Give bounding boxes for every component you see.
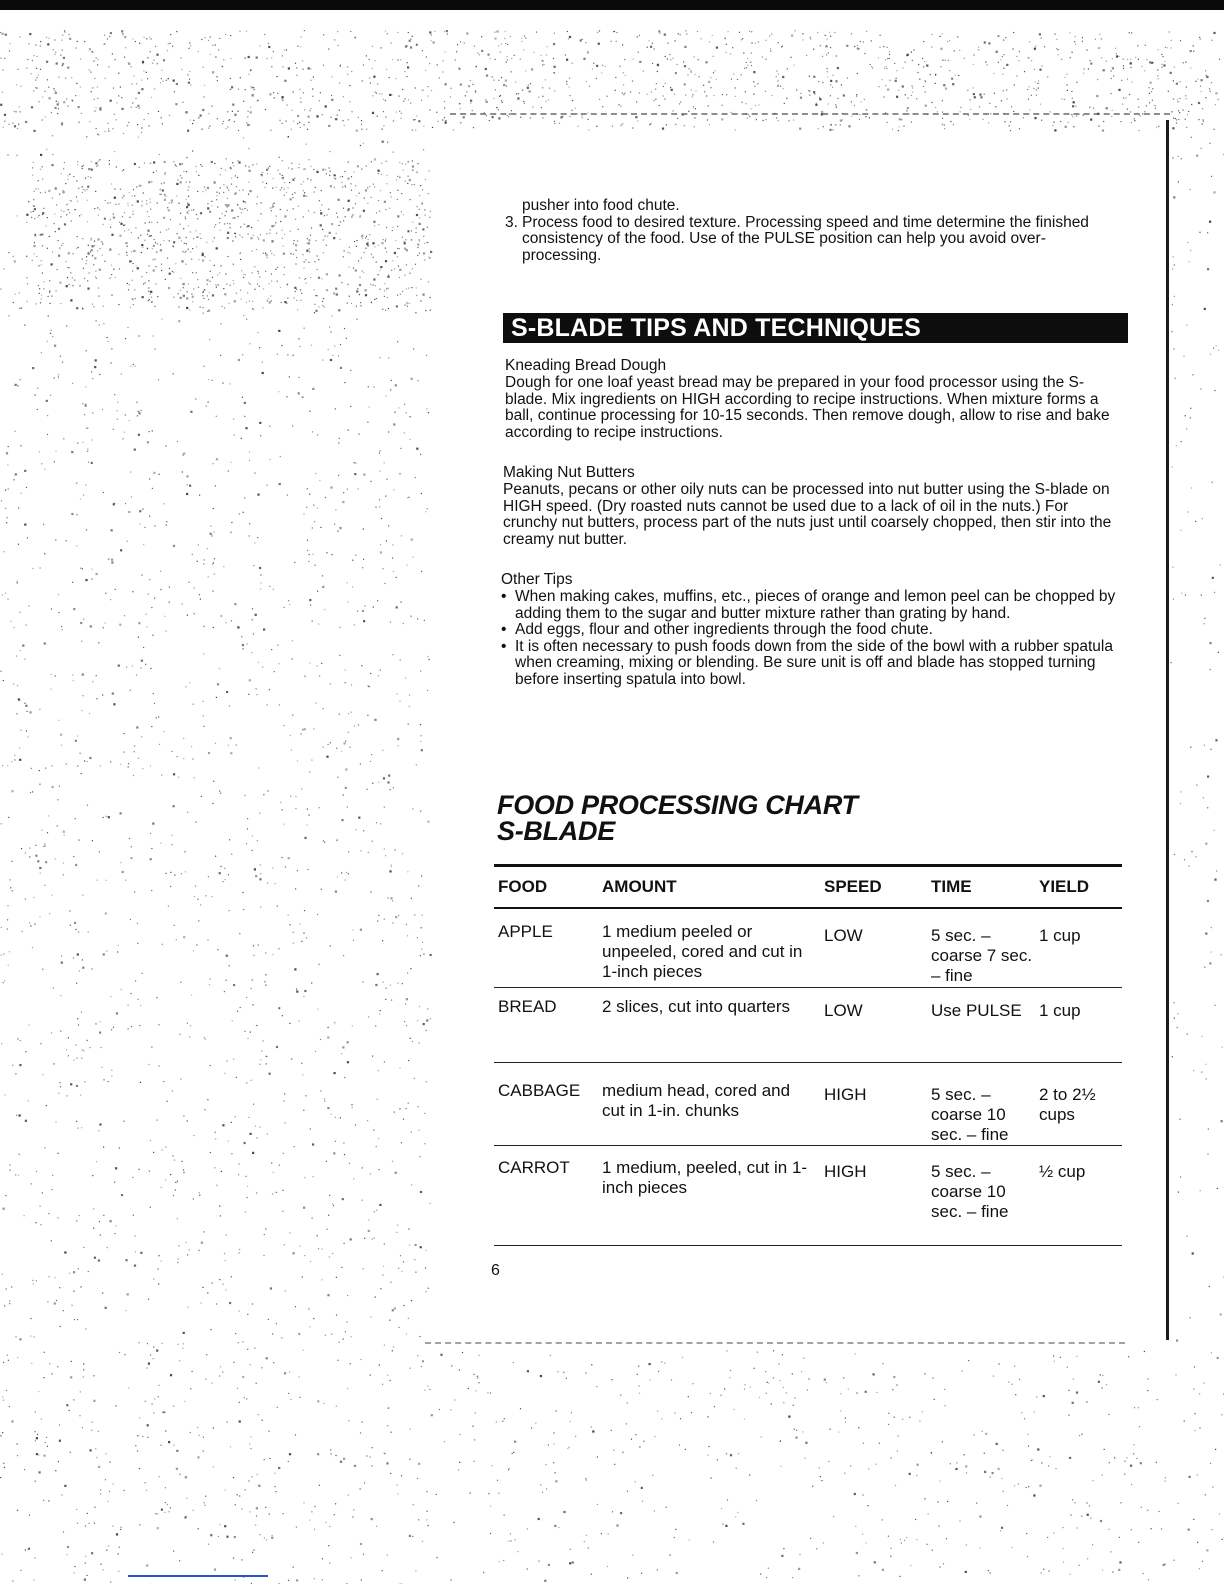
header-food: FOOD (498, 877, 548, 896)
cell-amount: 1 medium peeled or unpeeled, cored and cut in 1-inch pieces (602, 922, 803, 981)
cell-amount: 2 slices, cut into quarters (602, 997, 791, 1016)
table-row (494, 909, 1122, 988)
chart-title (497, 792, 858, 844)
page-bottom-edge-line (425, 1342, 1125, 1344)
tip-bullet: • Add eggs, flour and other ingredients through the food chute. (501, 622, 1116, 639)
cell-food: CARROT (498, 1158, 570, 1177)
header-amount: AMOUNT (602, 877, 677, 896)
food-processing-table (494, 864, 1122, 1246)
scan-artifact-line (128, 1575, 268, 1577)
header-time: TIME (931, 877, 972, 896)
tip-bullet: • It is often necessary to push foods down from the side of the bowl with a rubber spatula when creaming, mixing or blending. Be sure unit is off and blade has stopped turning before inserting spatula into bowl. (501, 639, 1116, 689)
cell-food: CABBAGE (498, 1081, 581, 1100)
table-row (494, 1146, 1122, 1246)
page-right-edge-line (1166, 120, 1169, 1340)
tip-bullet-list (501, 589, 1116, 688)
cell-yield: 1 cup (1039, 926, 1081, 945)
tip-body: Peanuts, pecans or other oily nuts can be processed into nut butter using the S-blade on HIGH speed. (Dry roasted nuts cannot be used due to a lack of oil in the nuts.) For crunchy nut butters, process part of the nuts just until coarsely chopped, then stir into the creamy nut butter. (503, 481, 1112, 548)
header-yield: YIELD (1039, 877, 1090, 896)
step-3 (505, 215, 1125, 265)
table-row (494, 988, 1122, 1063)
cell-amount: 1 medium, peeled, cut in 1-inch pieces (602, 1158, 808, 1197)
chart-title-line1: FOOD PROCESSING CHART (497, 790, 858, 820)
table-row (494, 1063, 1122, 1146)
scan-top-edge (0, 0, 1224, 10)
tip-title: Kneading Bread Dough (505, 357, 667, 374)
step-number: 3. (505, 213, 518, 231)
cell-time: Use PULSE (931, 1001, 1022, 1020)
continued-step-text: pusher into food chute. (522, 197, 680, 214)
tip-title: Making Nut Butters (503, 464, 635, 481)
cell-speed: HIGH (824, 1162, 867, 1181)
table-header-row (494, 867, 1122, 909)
page-top-edge-line (450, 113, 1170, 115)
tip-body: Dough for one loaf yeast bread may be prepared in your food processor using the S-blade. Mix ingredients on HIGH according to recipe instructions. When mixture forms a ball, continue processing for 10-15 seconds. Then remove dough, allow to rise and bake according to recipe instructions. (505, 374, 1110, 441)
cell-amount: medium head, cored and cut in 1-in. chunks (602, 1081, 791, 1120)
cell-speed: LOW (824, 1001, 863, 1020)
section-banner: S-BLADE TIPS AND TECHNIQUES (503, 313, 1128, 343)
cell-yield: 2 to 2½ cups (1039, 1085, 1096, 1124)
cell-food: BREAD (498, 997, 557, 1016)
cell-time: 5 sec. – coarse 10 sec. – fine (931, 1085, 1009, 1144)
chart-title-line2: S-BLADE (497, 816, 615, 846)
tip-bullet: • When making cakes, muffins, etc., pieces of orange and lemon peel can be chopped by adding them to the sugar and butter mixture rather than grating by hand. (501, 589, 1116, 622)
tip-other-tips (501, 571, 1116, 688)
cell-speed: HIGH (824, 1085, 867, 1104)
page-number: 6 (491, 1262, 500, 1279)
cell-time: 5 sec. – coarse 7 sec. – fine (931, 926, 1033, 985)
tip-title: Other Tips (501, 571, 573, 588)
step-text: Process food to desired texture. Processing speed and time determine the finished consistency of the food. Use of the PULSE position can help you avoid over-processing. (522, 213, 1089, 264)
tip-making-nut-butters (503, 464, 1118, 548)
cell-yield: ½ cup (1039, 1162, 1086, 1181)
cell-time: 5 sec. – coarse 10 sec. – fine (931, 1162, 1009, 1221)
header-speed: SPEED (824, 877, 882, 896)
cell-food: APPLE (498, 922, 553, 941)
intro-instructions (505, 198, 1125, 264)
tip-kneading-bread-dough (505, 357, 1120, 441)
cell-speed: LOW (824, 926, 863, 945)
cell-yield: 1 cup (1039, 1001, 1081, 1020)
